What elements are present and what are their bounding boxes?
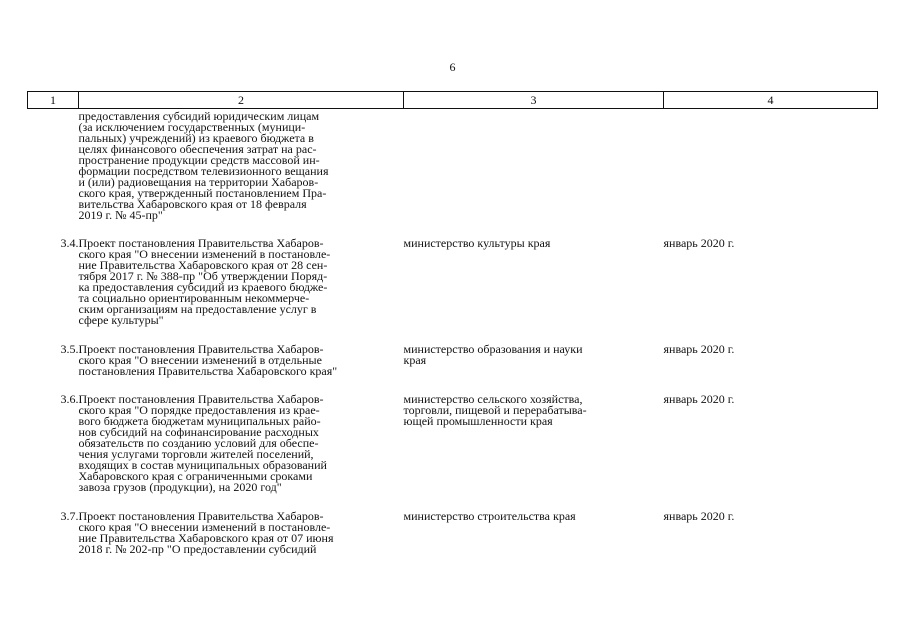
- page-number: 6: [449, 60, 456, 74]
- plan-table: [27, 91, 878, 555]
- responsible-body-line: министерство строительства края: [403, 509, 576, 523]
- title-line: ка предоставления субсидий из краевого бюдже-: [78, 280, 328, 294]
- column-header-4: 4: [664, 92, 878, 109]
- title-line: ского края, утвержденный постановлением Пра-: [78, 186, 327, 200]
- table-row: [28, 326, 878, 377]
- title-line: завоза грузов (продукции), на 2020 год": [78, 480, 282, 494]
- document-title-cell: [79, 493, 404, 555]
- item-number: 3.5.: [60, 342, 79, 356]
- responsible-body-line: министерство сельского хозяйства,: [403, 392, 583, 406]
- title-line: Хабаровского края с ограниченными сроками: [78, 469, 313, 483]
- title-line: та социально ориентированным некоммерче-: [78, 291, 310, 305]
- deadline-text: январь 2020 г.: [663, 509, 735, 523]
- title-line: чения услугами торговли жителей поселений,: [78, 447, 314, 461]
- deadline-cell: [664, 109, 878, 222]
- title-line: постановления Правительства Хабаровского края": [78, 364, 338, 378]
- table-header-row: [28, 92, 878, 109]
- document-title-cell: [79, 109, 404, 222]
- title-line: и (или) радиовещания на территории Хабаров-: [78, 175, 319, 189]
- responsible-body-cell: [404, 493, 664, 555]
- title-line: вительства Хабаровского края от 18 февраля: [78, 197, 307, 211]
- title-line: Проект постановления Правительства Хабаров-: [78, 236, 324, 250]
- responsible-body-cell: [404, 109, 664, 222]
- title-line: нов субсидий на софинансирование расходных: [78, 425, 319, 439]
- deadline-cell: [664, 326, 878, 377]
- column-header-1: 1: [28, 92, 79, 109]
- title-line: 2018 г. № 202-пр "О предоставлении субсидий: [78, 542, 317, 556]
- item-number-cell: [28, 493, 79, 555]
- document-title-cell: [79, 221, 404, 326]
- title-line: Проект постановления Правительства Хабаров-: [78, 509, 324, 523]
- title-line: 2019 г. № 45-пр": [78, 208, 163, 222]
- title-line: тября 2017 г. № 388-пр "Об утверждении Поряд-: [78, 269, 328, 283]
- document-title-cell: [79, 377, 404, 493]
- table-row: [28, 221, 878, 326]
- responsible-body-line: министерство культуры края: [403, 236, 551, 250]
- title-line: вого бюджета бюджетам муниципальных райо-: [78, 414, 321, 428]
- title-line: целях финансового обеспечения затрат на рас-: [78, 142, 317, 156]
- title-line: ского края "О внесении изменений в отдельные: [78, 353, 322, 367]
- title-line: ние Правительства Хабаровского края от 07 июня: [78, 531, 334, 545]
- responsible-body-cell: [404, 221, 664, 326]
- table-row: [28, 493, 878, 555]
- title-line: Проект постановления Правительства Хабаров-: [78, 392, 324, 406]
- title-line: ского края "О внесении изменений в постановле-: [78, 247, 331, 261]
- title-line: предоставления субсидий юридическим лицам: [78, 109, 320, 123]
- responsible-body-cell: [404, 377, 664, 493]
- deadline-cell: [664, 493, 878, 555]
- title-line: формации посредством телевизионного вещания: [78, 164, 329, 178]
- deadline-text: январь 2020 г.: [663, 236, 735, 250]
- table-row: [28, 377, 878, 493]
- responsible-body-line: края: [403, 353, 427, 367]
- item-number: 3.4.: [60, 236, 79, 250]
- responsible-body-cell: [404, 326, 664, 377]
- title-line: обязательств по созданию условий для обеспе-: [78, 436, 319, 450]
- item-number-cell: [28, 109, 79, 222]
- item-number: 3.7.: [60, 509, 79, 523]
- item-number-cell: [28, 221, 79, 326]
- responsible-body-line: министерство образования и науки: [403, 342, 583, 356]
- item-number-cell: [28, 326, 79, 377]
- title-line: Проект постановления Правительства Хабаров-: [78, 342, 324, 356]
- column-header-3: 3: [404, 92, 664, 109]
- deadline-text: январь 2020 г.: [663, 342, 735, 356]
- deadline-text: январь 2020 г.: [663, 392, 735, 406]
- responsible-body-line: ющей промышленности края: [403, 414, 553, 428]
- document-title-cell: [79, 326, 404, 377]
- item-number: 3.6.: [60, 392, 79, 406]
- item-number-cell: [28, 377, 79, 493]
- title-line: ние Правительства Хабаровского края от 28 сен-: [78, 258, 328, 272]
- title-line: (за исключением государственных (муници-: [78, 120, 306, 134]
- title-line: ского края "О внесении изменений в постановле-: [78, 520, 331, 534]
- column-header-2: 2: [79, 92, 404, 109]
- title-line: пространение продукции средств массовой ин-: [78, 153, 320, 167]
- title-line: ским организациям на предоставление услуг в: [78, 302, 317, 316]
- deadline-cell: [664, 377, 878, 493]
- deadline-cell: [664, 221, 878, 326]
- title-line: пальных) учреждений) из краевого бюджета в: [78, 131, 314, 145]
- title-line: входящих в состав муниципальных образований: [78, 458, 327, 472]
- table-body: [28, 109, 878, 556]
- title-line: ского края "О порядке предоставления из крае-: [78, 403, 320, 417]
- title-line: сфере культуры": [78, 313, 164, 327]
- table-row: [28, 109, 878, 222]
- responsible-body-line: торговли, пищевой и перерабатыва-: [403, 403, 587, 417]
